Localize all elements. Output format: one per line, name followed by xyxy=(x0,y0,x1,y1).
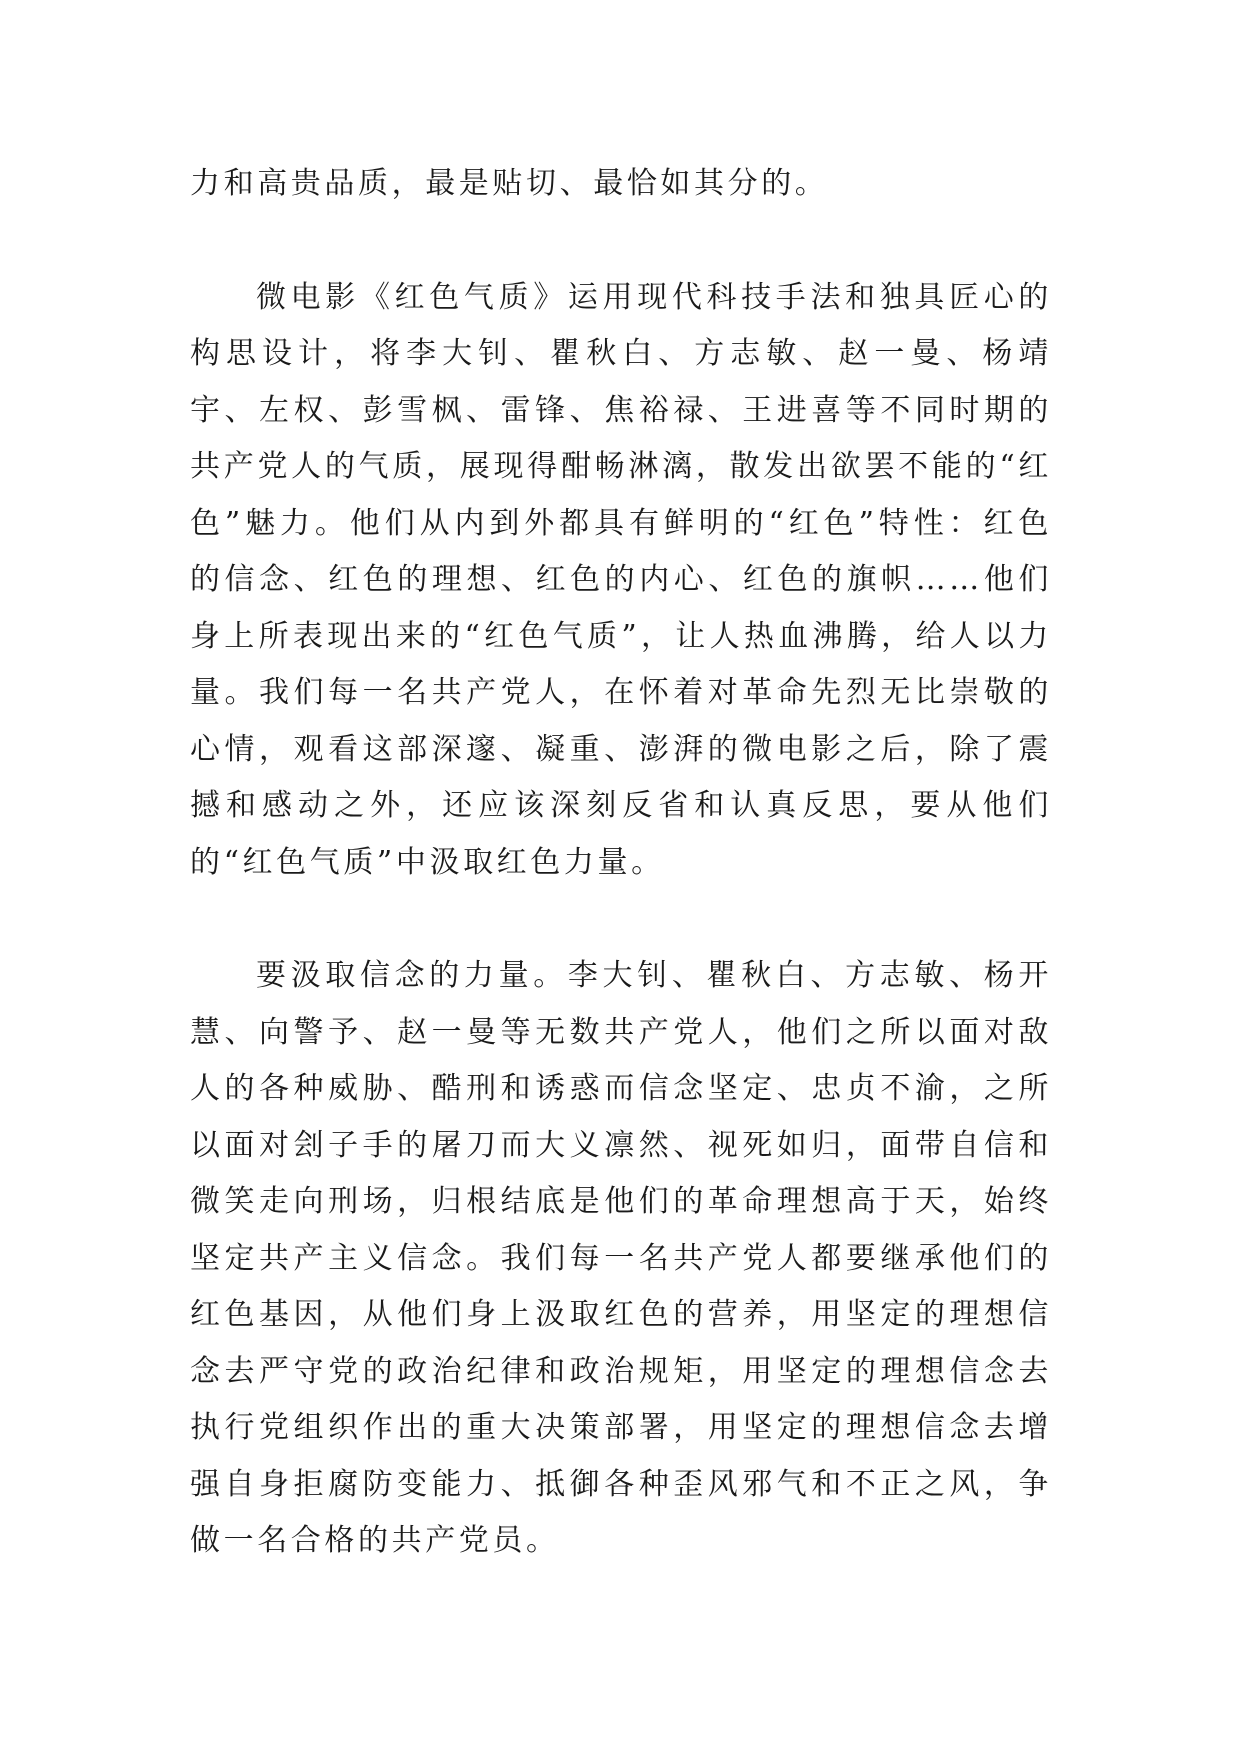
paragraph-faith-strength: 要汲取信念的力量。李大钊、瞿秋白、方志敏、杨开慧、向警予、赵一曼等无数共产党人，他们之所以面对敌人的各种威胁、酷刑和诱惑而信念坚定、忠贞不渝，之所以面对刽子手的屠刀而大义凛然、视死如归，面带自信和微笑走向刑场，归根结底是他们的革命理想高于天，始终坚定共产主义信念。我们每一名共产党人都要继承他们的红色基因，从他们身上汲取红色的营养，用坚定的理想信念去严守党的政治纪律和政治规矩，用坚定的理想信念去执行党组织作出的重大决策部署，用坚定的理想信念去增强自身拒腐防变能力、抵御各种歪风邪气和不正之风，争做一名合格的共产党员。 xyxy=(190,958,1052,1558)
document-body xyxy=(190,156,1052,1570)
paragraph-gap xyxy=(190,213,1052,270)
paragraph-continuation: 力和高贵品质，最是贴切、最恰如其分的。 xyxy=(190,166,829,201)
paragraph-film-intro: 微电影《红色气质》运用现代科技手法和独具匠心的构思设计，将李大钊、瞿秋白、方志敏、赵一曼、杨靖宇、左权、彭雪枫、雷锋、焦裕禄、王进喜等不同时期的共产党人的气质，展现得酣畅淋漓，散发出欲罢不能的“红色”魅力。他们从内到外都具有鲜明的“红色”特性：红色的信念、红色的理想、红色的内心、红色的旗帜……他们身上所表现出来的“红色气质”，让人热血沸腾，给人以力量。我们每一名共产党人，在怀着对革命先烈无比崇敬的心情，观看这部深邃、凝重、澎湃的微电影之后，除了震撼和感动之外，还应该深刻反省和认真反思，要从他们的“红色气质”中汲取红色力量。 xyxy=(190,279,1052,880)
paragraph-gap xyxy=(190,891,1052,948)
